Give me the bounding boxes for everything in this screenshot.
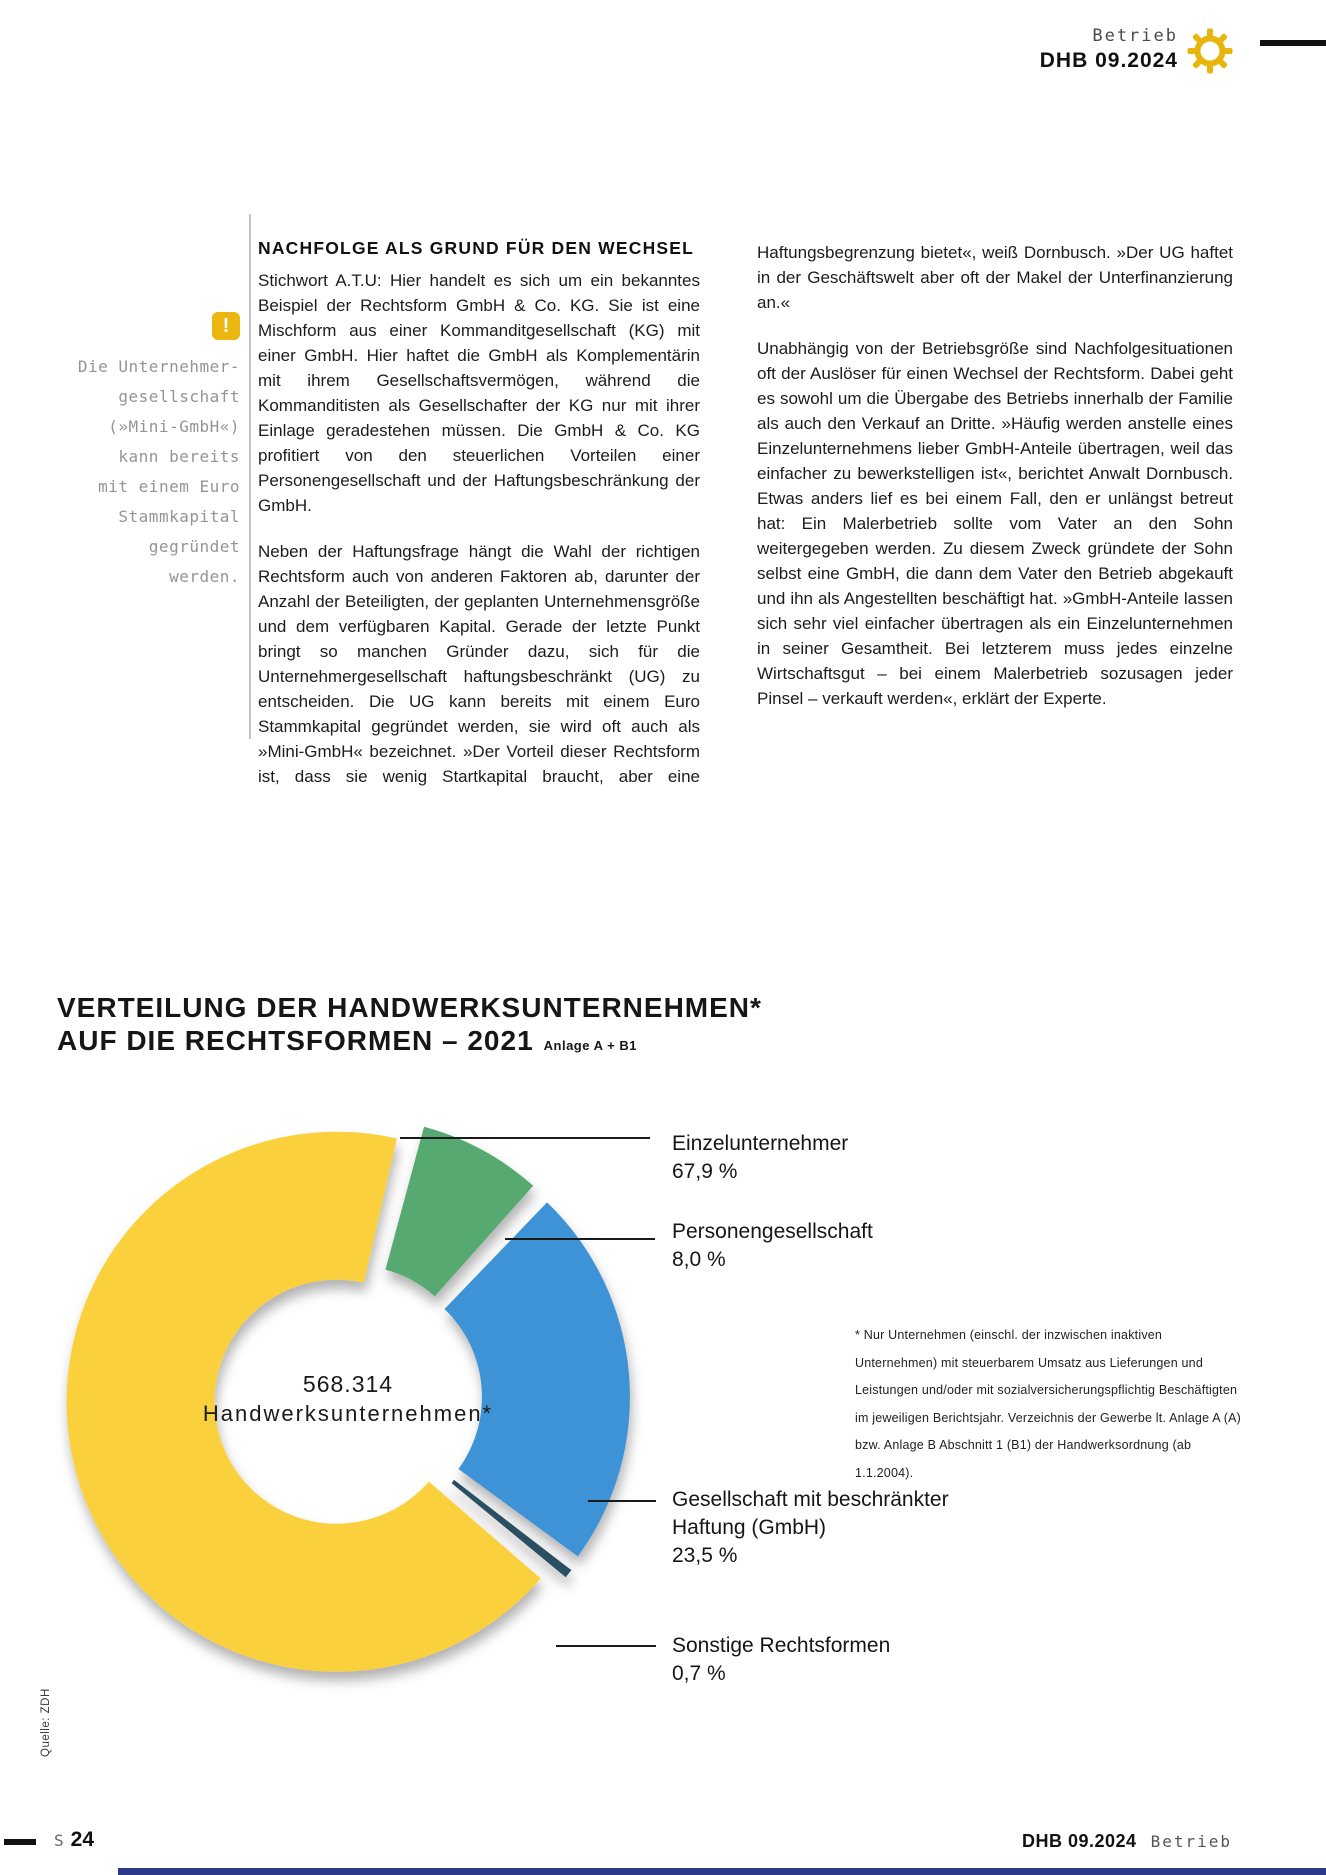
legend-percent: 23,5 % [672, 1544, 738, 1567]
chart-title-line2-text: AUF DIE RECHTSFORMEN – 2021 [57, 1025, 534, 1056]
callout-line: werden. [169, 567, 240, 586]
header-section-label: Betrieb [1092, 26, 1178, 46]
callout-line: kann bereits [118, 447, 240, 466]
legend-item-einzelunternehmer [672, 1130, 1002, 1186]
chart-title-line1: VERTEILUNG DER HANDWERKSUNTERNEHMEN* [57, 992, 762, 1023]
leader-line-sonstige [556, 1645, 656, 1647]
vertical-divider [249, 214, 251, 739]
legend-item-personengesellschaft [672, 1218, 1002, 1274]
article-column-1 [258, 238, 700, 810]
bottom-bar [118, 1868, 1326, 1875]
callout-line: Die Unternehmer- [77, 357, 240, 376]
chart-footnote: * Nur Unternehmen (einschl. der inzwischen inaktiven Unternehmen) mit steuerbarem Umsatz aus Lieferungen und Leistungen und/oder mit sozialversicherungspflichtig Beschäftigten im jeweiligen Berichtsjahr. Verzeichnis der Gewerbe lt. Anlage A (A) bzw. Anlage B Abschnitt 1 (B1) der Handwerksordnung (ab 1.1.2004). [855, 1328, 1242, 1480]
gear-icon [1186, 27, 1234, 75]
legend-label: Gesellschaft mit beschränkter Haftung (GmbH) [672, 1488, 949, 1539]
footer-page-number [54, 1828, 94, 1852]
footer-issue: DHB 09.2024 [1021, 1831, 1137, 1851]
footer-page-prefix: S [54, 1831, 65, 1850]
article-paragraph: Haftungsbegrenzung bietet«, weiß Dornbusch. »Der UG haftet in der Geschäftswelt aber oft der Makel der Unterfinanzierung an.« [757, 243, 1233, 312]
callout-box [30, 312, 240, 592]
footer-dash [4, 1839, 36, 1845]
article-paragraph: Neben der Haftungsfrage hängt die Wahl der richtigen Rechtsform auch von anderen Faktoren ab, darunter der Anzahl der Beteiligten, der geplanten Unternehmensgröße und dem verfügbaren Kapital. Gerade der letzte Punkt bringt so manchen Gründer dazu, sich für die Unternehmergesellschaft haftungsbeschränkt (UG) zu entscheiden. Die UG kann bereits mit einem Euro Stammkapital gegründet werden, sie wird oft auch als »Mini-GmbH« bezeichnet. »Der Vorteil dieser Rechtsform ist, dass sie wenig Startkapital braucht, aber eine [258, 542, 700, 786]
article-paragraph: Stichwort A.T.U: Hier handelt es sich um ein bekanntes Beispiel der Rechtsform GmbH & Co. KG. Sie ist eine Mischform aus einer Kommanditgesellschaft (KG) mit einer GmbH. Hier haftet die GmbH als Komplementärin mit ihrem Gesellschaftsvermögen, während die Kommanditisten als Gesellschafter der KG nur mit ihrer Einlage geradestehen müssen. Die GmbH & Co. KG profitiert von den steuerlichen Vorteilen einer Personengesellschaft und der Haftungsbeschränkung der GmbH. [258, 271, 700, 515]
legend-label: Personengesellschaft [672, 1220, 873, 1243]
legend-item-gmbh [672, 1486, 1002, 1570]
legend-percent: 67,9 % [672, 1160, 738, 1183]
chart-source: Quelle: ZDH [40, 1688, 52, 1757]
callout-line: (»Mini-GmbH«) [108, 417, 240, 436]
donut-center-label [203, 1369, 493, 1429]
callout-line: gesellschaft [118, 387, 240, 406]
article-column-2 [757, 240, 1233, 732]
legend-item-sonstige [672, 1632, 1002, 1688]
callout-line: Stammkapital [118, 507, 240, 526]
footer-issue-section [1022, 1831, 1232, 1852]
header-issue-label: DHB 09.2024 [1039, 49, 1178, 72]
chart-title [57, 991, 762, 1062]
article-paragraph: Unabhängig von der Betriebsgröße sind Nachfolgesituationen oft der Auslöser für einen Wechsel der Rechtsform. Dabei geht es sowohl um die Übergabe des Betriebs innerhalb der Familie als auch den Verkauf an Dritte. »Häufig werden anstelle eines Einzelunternehmens lieber GmbH-Anteile übertragen, weil das einfacher zu bewerkstelligen ist«, berichtet Anwalt Dornbusch. Etwas anders lief es bei einem Fall, den er unlängst betreut hat: Ein Malerbetrieb sollte vom Vater an den Sohn weitergegeben werden. Zu diesem Zweck gründete der Sohn selbst eine GmbH, die dann dem Vater den Betrieb abgekauft und ihn als Angestellten beschäftigt hat. »GmbH-Anteile lassen sich sehr viel einfacher übertragen als ein Einzelunternehmen in seiner Gesamtheit. Bei letzterem muss jedes einzelne Wirtschaftsgut – bei einem Malerbetrieb sozusagen jeder Pinsel – verkauft werden«, erklärt der Experte. [757, 339, 1233, 708]
callout-line: gegründet [148, 537, 240, 556]
header-rule [1260, 40, 1326, 46]
callout-line: mit einem Euro [98, 477, 240, 496]
chart-title-annotation: Anlage A + B1 [543, 1038, 637, 1053]
leader-line-personengesellschaft [505, 1238, 655, 1240]
leader-line-einzelunternehmer [400, 1137, 650, 1139]
exclamation-icon: ! [212, 312, 240, 340]
footer-page-num: 24 [70, 1828, 94, 1851]
legend-percent: 8,0 % [672, 1248, 726, 1271]
donut-center-value: 568.314 [302, 1371, 394, 1397]
footer-section: Betrieb [1150, 1832, 1232, 1851]
article-heading: NACHFOLGE ALS GRUND FÜR DEN WECHSEL [258, 238, 695, 258]
donut-center-caption: Handwerksunternehmen* [202, 1401, 494, 1426]
legend-percent: 0,7 % [672, 1662, 726, 1685]
leader-line-gmbh [588, 1500, 656, 1502]
chart-title-line2 [57, 1024, 762, 1062]
legend-label: Sonstige Rechtsformen [672, 1634, 891, 1657]
legend-label: Einzelunternehmer [672, 1132, 849, 1155]
